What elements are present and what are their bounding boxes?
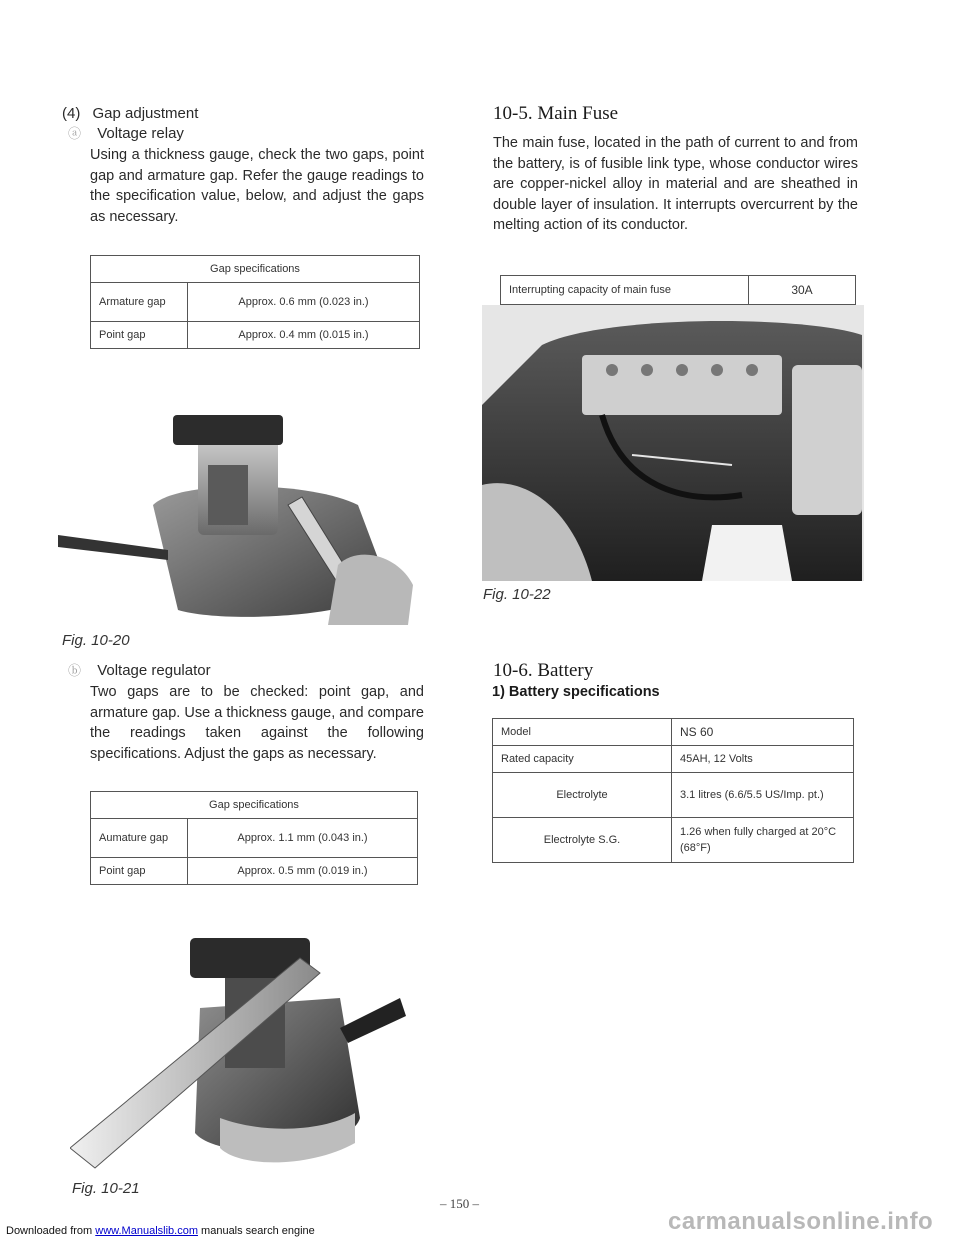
subsection-a-title: Voltage relay: [97, 125, 184, 142]
figure-caption: Fig. 10-20: [62, 632, 130, 649]
subsection-b-title: Voltage regulator: [97, 662, 211, 679]
step-number: (4): [62, 105, 81, 122]
circled-a-marker: ⓐ: [68, 126, 82, 141]
table-cell-value: 45AH, 12 Volts: [672, 746, 854, 773]
table-cell-value: NS 60: [672, 719, 854, 746]
download-footer: [6, 1225, 315, 1237]
section-title-main-fuse: 10-5. Main Fuse: [493, 103, 619, 124]
table-header: Gap specifications: [91, 792, 418, 819]
voltage-regulator-illustration: [70, 918, 426, 1174]
table-cell-label: Electrolyte S.G.: [493, 818, 672, 863]
main-fuse-text: The main fuse, located in the path of current to and from the battery, is of fusible link type, whose conductor wires are copper-nickel alloy in material and are sheathed in double layer of insulation. It interrupts overcurrent by the melting action of its conductor.: [493, 135, 858, 233]
gap-spec-table-regulator: [90, 791, 418, 885]
manualslib-link[interactable]: www.Manualslib.com: [95, 1225, 198, 1237]
gap-spec-table-relay: [90, 255, 420, 349]
table-cell-label: Aumature gap: [91, 819, 188, 858]
footer-prefix: Downloaded from: [6, 1225, 93, 1237]
page-number: – 150 –: [440, 1196, 479, 1211]
table-cell-value: Approx. 0.4 mm (0.015 in.): [188, 322, 420, 349]
table-cell-label: Point gap: [91, 858, 188, 885]
figure-caption: Fig. 10-22: [483, 586, 551, 603]
table-cell-value: Approx. 1.1 mm (0.043 in.): [188, 819, 418, 858]
battery-spec-subtitle: 1) Battery specifications: [492, 684, 660, 700]
table-cell-label: Interrupting capacity of main fuse: [501, 276, 749, 305]
table-cell-label: Point gap: [91, 322, 188, 349]
battery-compartment-illustration: [482, 305, 864, 581]
voltage-relay-photo: [58, 385, 424, 625]
subsection-a-heading: [68, 124, 428, 144]
table-header: Gap specifications: [91, 256, 420, 283]
table-cell-label: Rated capacity: [493, 746, 672, 773]
voltage-regulator-photo: [70, 918, 426, 1174]
table-cell-value: Approx. 0.6 mm (0.023 in.): [188, 283, 420, 322]
subsection-b-heading: [68, 661, 428, 681]
step-title: Gap adjustment: [92, 105, 199, 122]
battery-compartment-photo: [482, 305, 864, 581]
figure-caption: Fig. 10-21: [72, 1180, 140, 1197]
section-title-battery: 10-6. Battery: [493, 660, 594, 681]
table-cell-value: Approx. 0.5 mm (0.019 in.): [188, 858, 418, 885]
table-cell-value: 30A: [749, 276, 856, 305]
subsection-a-text: Using a thickness gauge, check the two gaps, point gap and armature gap. Refer the gauge readings to the specification value, below, and adjust the gaps as necessary.: [90, 147, 424, 225]
battery-spec-table: [492, 718, 854, 863]
footer-suffix: manuals search engine: [201, 1225, 315, 1237]
step-heading: [62, 104, 422, 124]
voltage-relay-illustration: [58, 385, 424, 625]
table-cell-value: 3.1 litres (6.6/5.5 US/Imp. pt.): [672, 773, 854, 818]
subsection-b-text: Two gaps are to be checked: point gap, and armature gap. Use a thickness gauge, and compare the readings taken against the following specifications. Adjust the gaps as necessary.: [90, 684, 424, 762]
fuse-spec-table: [500, 275, 856, 305]
watermark-text: carmanualsonline.info: [668, 1208, 934, 1235]
table-cell-label: Model: [493, 719, 672, 746]
table-cell-value: 1.26 when fully charged at 20°C (68°F): [672, 818, 854, 863]
table-cell-label: Armature gap: [91, 283, 188, 322]
table-cell-label: Electrolyte: [493, 773, 672, 818]
circled-b-marker: ⓑ: [68, 663, 82, 678]
